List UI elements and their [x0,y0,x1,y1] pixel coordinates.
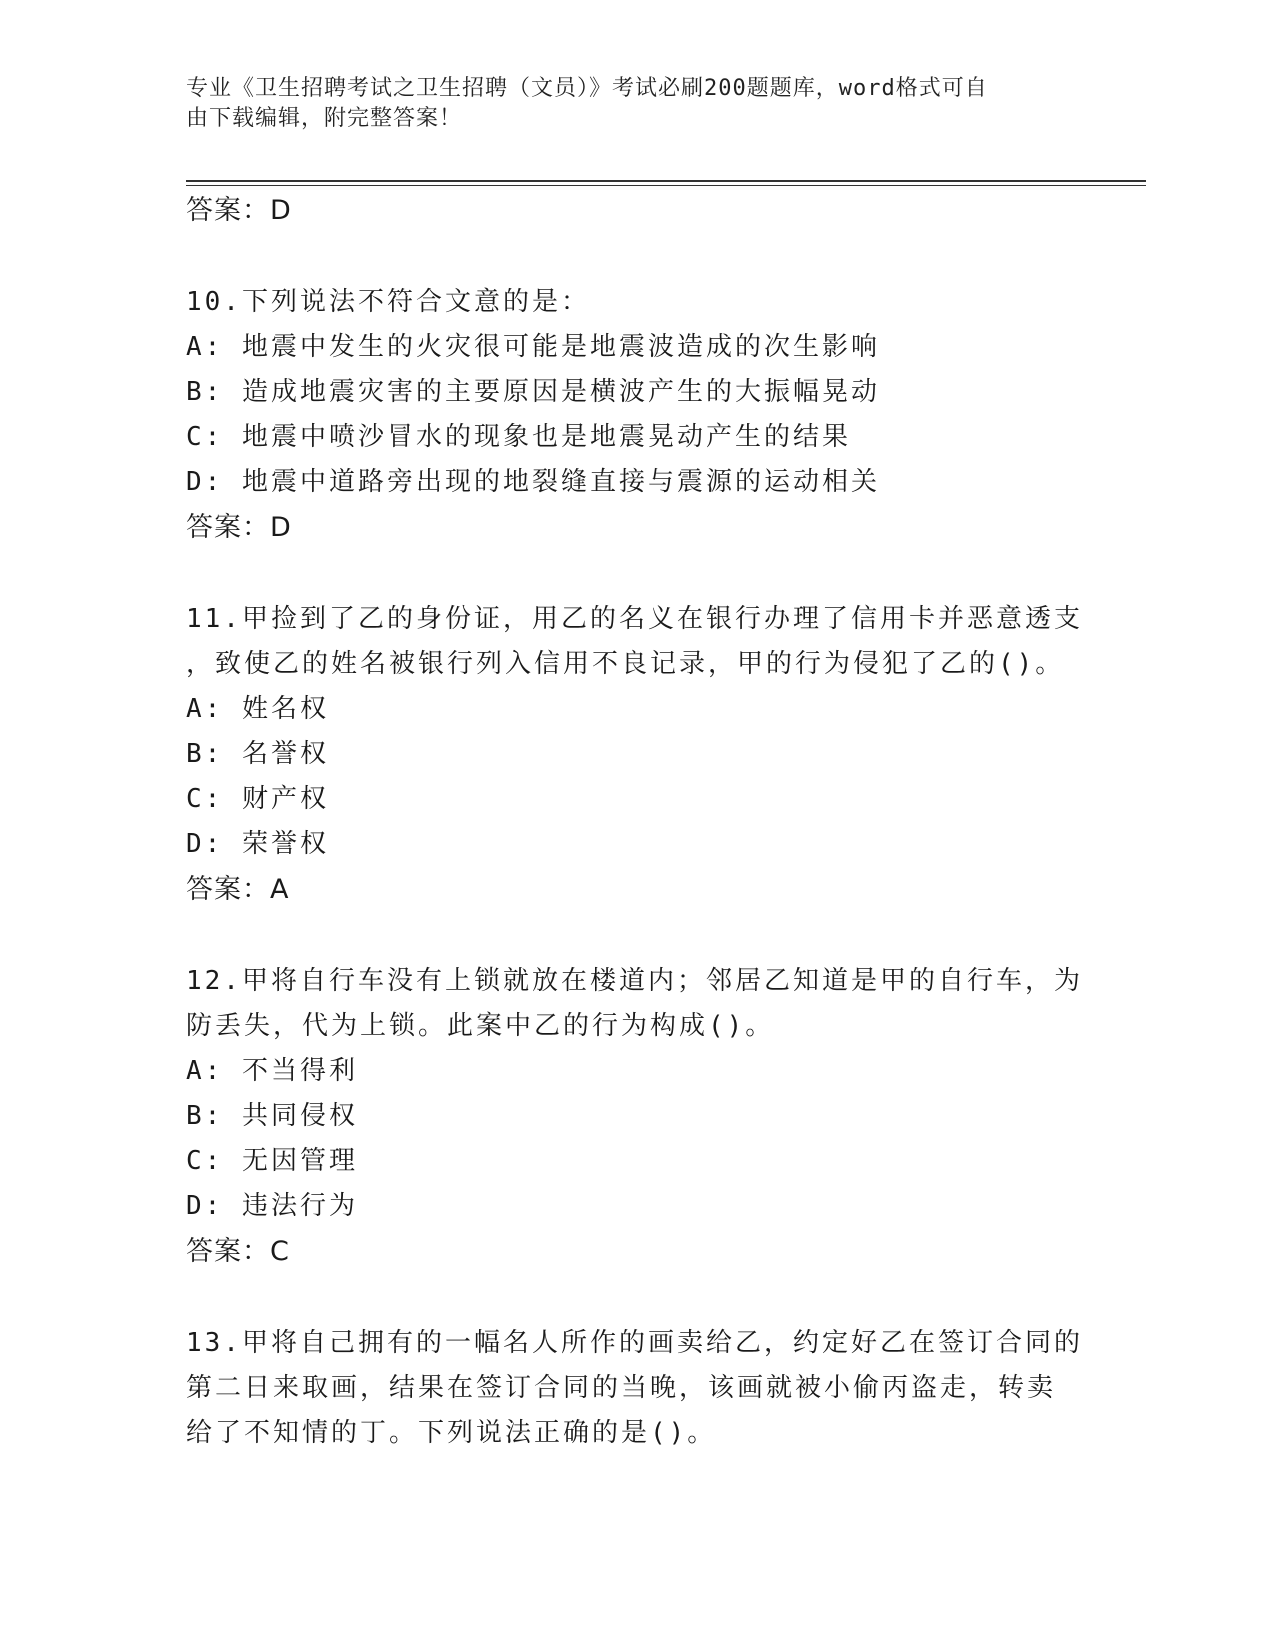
previous-answer: 答案：D [186,195,292,226]
question-11 [186,597,1086,912]
question-text-line: ，致使乙的姓名被银行列入信用不良记录，甲的行为侵犯了乙的()。 [186,649,1065,679]
option-a: A: 地震中发生的火灾很可能是地震波造成的次生影响 [186,332,880,362]
question-text-line: 10.下列说法不符合文意的是： [186,287,590,317]
option-b: B: 造成地震灾害的主要原因是横波产生的大振幅晃动 [186,377,880,407]
option-d: D: 地震中道路旁出现的地裂缝直接与震源的运动相关 [186,467,880,497]
option-c: C: 地震中喷沙冒水的现象也是地震晃动产生的结果 [186,422,851,452]
option-d: D: 违法行为 [186,1191,358,1221]
option-a: A: 姓名权 [186,694,329,724]
answer: 答案：C [186,1236,290,1267]
question-10 [186,280,1086,550]
question-text-line: 防丢失，代为上锁。此案中乙的行为构成()。 [186,1011,775,1041]
question-text-line: 13.甲将自己拥有的一幅名人所作的画卖给乙，约定好乙在签订合同的 [186,1328,1083,1358]
question-13 [186,1321,1086,1456]
document-body [186,188,1086,1456]
answer: 答案：A [186,874,290,905]
option-d: D: 荣誉权 [186,829,329,859]
document-header [186,74,1066,134]
option-b: B: 共同侵权 [186,1101,358,1131]
question-text-line: 12.甲将自行车没有上锁就放在楼道内；邻居乙知道是甲的自行车，为 [186,966,1083,996]
header-line-2: 由下载编辑，附完整答案！ [186,106,463,131]
question-12 [186,959,1086,1274]
option-b: B: 名誉权 [186,739,329,769]
question-text-line: 第二日来取画，结果在签订合同的当晚，该画就被小偷丙盗走，转卖 [186,1373,1057,1403]
header-rule-thick [186,180,1146,182]
option-a: A: 不当得利 [186,1056,358,1086]
answer: 答案：D [186,512,292,543]
option-c: C: 财产权 [186,784,329,814]
header-rule-thin [186,185,1146,186]
question-text-line: 11.甲捡到了乙的身份证，用乙的名义在银行办理了信用卡并恶意透支 [186,604,1083,634]
option-c: C: 无因管理 [186,1146,358,1176]
header-line-1: 专业《卫生招聘考试之卫生招聘（文员）》考试必刷200题题库，word格式可自 [186,76,988,101]
question-text-line: 给了不知情的丁。下列说法正确的是()。 [186,1418,717,1448]
